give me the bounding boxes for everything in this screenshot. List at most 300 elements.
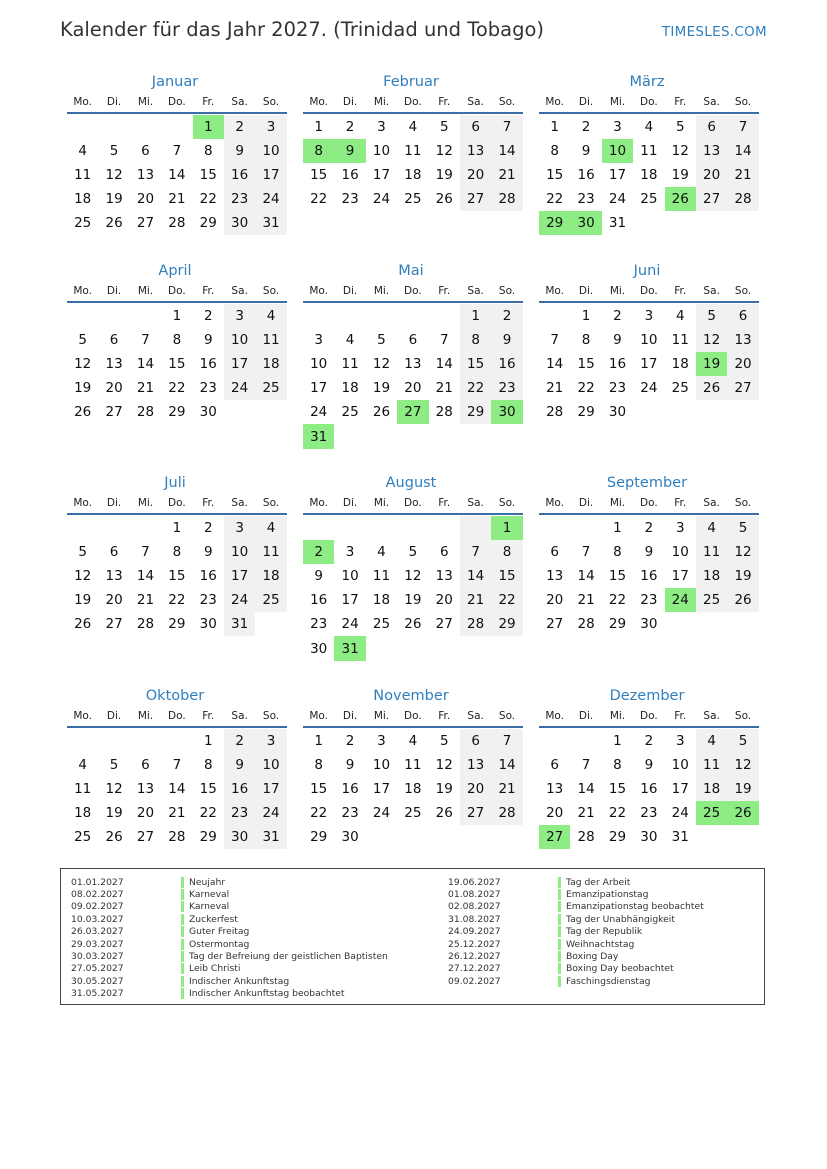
day-cell: 20: [460, 163, 491, 187]
day-cell: 17: [224, 564, 255, 588]
day-cell: 16: [491, 352, 522, 376]
day-cell: 19: [404, 592, 422, 609]
day-cell: 29: [608, 616, 627, 633]
day-cell: 5: [109, 757, 119, 774]
day-cell: 24: [224, 588, 255, 612]
day-cell: 15: [460, 352, 491, 376]
day-cell: 6: [696, 115, 727, 139]
day-cell: 5: [727, 516, 758, 540]
weekday-label: Do.: [404, 497, 422, 509]
day-cell: 17: [671, 781, 689, 798]
day-cell: 24: [310, 404, 328, 421]
holiday-day-cell: 10: [602, 139, 633, 163]
day-cell: 4: [696, 516, 727, 540]
day-cell: 17: [608, 167, 627, 184]
legend-holiday-name: Zuckerfest: [189, 913, 238, 925]
day-cell: 18: [696, 564, 727, 588]
legend-holiday-name: Weihnachtstag: [566, 938, 635, 950]
day-cell: 3: [613, 119, 622, 136]
day-cell: 15: [577, 356, 595, 373]
weekday-label: Mi.: [137, 710, 154, 722]
holiday-marker-icon: [181, 901, 184, 912]
day-cell: 11: [74, 781, 92, 798]
empty-cell: [130, 304, 161, 328]
weekday-label: Do.: [404, 710, 422, 722]
legend-holiday-name: Boxing Day: [566, 951, 619, 963]
weekday-label: Fr.: [438, 96, 451, 108]
day-cell: 7: [491, 115, 522, 139]
legend-date: 19.06.2027: [448, 876, 501, 888]
weekday-label: Sa.: [703, 96, 720, 108]
legend-row: [448, 938, 704, 950]
weekday-label: Fr.: [674, 710, 687, 722]
weekday-label: Sa.: [467, 285, 484, 297]
weekday-label: So.: [498, 285, 516, 297]
page-title: Kalender für das Jahr 2027. (Trinidad und Tobago): [60, 18, 545, 41]
holiday-day-cell: 30: [491, 400, 522, 424]
legend-holiday-name: Neujahr: [189, 876, 226, 888]
day-cell: 13: [404, 356, 422, 373]
day-cell: 24: [608, 191, 627, 208]
day-cell: 5: [439, 119, 449, 136]
month-name: Oktober: [145, 688, 205, 704]
day-cell: 18: [671, 356, 689, 373]
day-cell: 18: [372, 592, 391, 609]
legend-row: [71, 963, 388, 975]
day-cell: 6: [141, 143, 150, 160]
day-cell: 9: [491, 328, 522, 352]
legend-holiday-name: Boxing Day beobachtet: [566, 963, 674, 975]
day-grid: [539, 516, 759, 636]
day-cell: 20: [136, 191, 155, 208]
day-cell: 26: [435, 191, 453, 208]
day-cell: 7: [172, 757, 182, 774]
day-cell: 9: [581, 143, 591, 160]
weekday-label: Di.: [342, 96, 358, 108]
day-cell: 2: [491, 304, 522, 328]
day-cell: 7: [550, 332, 559, 349]
day-cell: 10: [310, 356, 328, 373]
holiday-marker-icon: [558, 963, 561, 974]
day-cell: 8: [203, 757, 213, 774]
day-cell: 12: [74, 356, 92, 373]
empty-cell: [696, 612, 727, 636]
month-name: August: [385, 475, 437, 491]
header-rule: [67, 301, 287, 303]
weekday-label: Mi.: [609, 285, 626, 297]
day-cell: 31: [671, 829, 689, 846]
legend-holiday-name: Emanzipationstag: [566, 889, 649, 901]
day-cell: 23: [224, 187, 255, 211]
holiday-day-cell: 24: [665, 588, 696, 612]
day-cell: 18: [74, 191, 92, 208]
legend-date: 25.12.2027: [448, 938, 501, 950]
weekday-label: Di.: [578, 96, 594, 108]
legend-holiday-name: Indischer Ankunftstag: [189, 975, 290, 987]
empty-cell: [460, 825, 491, 849]
legend-date: 27.12.2027: [448, 963, 501, 975]
weekday-label: So.: [262, 96, 280, 108]
empty-cell: [727, 612, 758, 636]
legend-row: [71, 901, 388, 913]
day-cell: 26: [696, 376, 727, 400]
weekday-label: Fr.: [674, 497, 687, 509]
day-cell: 31: [608, 215, 627, 232]
legend-date: 09.02.2027: [448, 975, 501, 987]
weekday-label: Sa.: [703, 285, 720, 297]
weekday-label: Mo.: [309, 710, 329, 722]
legend-holiday-name: Tag der Unabhängigkeit: [566, 913, 675, 925]
day-cell: 13: [546, 781, 564, 798]
day-grid: [67, 516, 287, 636]
day-cell: 31: [224, 612, 255, 636]
day-cell: 24: [255, 801, 286, 825]
day-cell: 1: [613, 520, 622, 537]
day-cell: 11: [404, 143, 422, 160]
empty-cell: [696, 400, 727, 424]
weekday-label: Di.: [106, 96, 122, 108]
month-9: [539, 473, 763, 636]
day-cell: 19: [105, 805, 123, 822]
weekday-header: [539, 710, 759, 724]
day-cell: 24: [372, 805, 391, 822]
day-cell: 28: [491, 187, 522, 211]
day-cell: 14: [727, 139, 758, 163]
day-cell: 2: [224, 115, 255, 139]
weekday-label: Do.: [404, 285, 422, 297]
holiday-marker-icon: [181, 976, 184, 987]
holiday-day-cell: 19: [696, 352, 727, 376]
day-cell: 5: [377, 332, 386, 349]
legend-holiday-name: Tag der Befreiung der geistlichen Baptisten: [189, 951, 388, 963]
month-3: [539, 72, 763, 235]
month-1: [67, 72, 291, 235]
day-cell: 28: [460, 612, 491, 636]
day-cell: 19: [727, 564, 758, 588]
day-cell: 25: [341, 404, 359, 421]
weekday-label: Mi.: [373, 285, 390, 297]
day-cell: 26: [727, 588, 758, 612]
day-cell: 8: [550, 143, 559, 160]
day-cell: 26: [404, 616, 422, 633]
day-cell: 1: [172, 520, 182, 537]
day-cell: 10: [671, 757, 689, 774]
day-cell: 31: [255, 825, 286, 849]
day-cell: 23: [640, 805, 658, 822]
day-cell: 12: [696, 328, 727, 352]
day-cell: 7: [581, 544, 591, 561]
day-cell: 10: [372, 143, 391, 160]
day-cell: 14: [168, 167, 186, 184]
weekday-label: Sa.: [467, 96, 484, 108]
empty-cell: [460, 636, 491, 660]
day-cell: 20: [404, 380, 422, 397]
legend-date: 09.02.2027: [71, 901, 124, 913]
legend-date: 26.03.2027: [71, 926, 124, 938]
day-cell: 21: [136, 380, 155, 397]
day-cell: 2: [345, 733, 355, 750]
weekday-label: Do.: [640, 285, 658, 297]
day-cell: 3: [377, 733, 386, 750]
day-cell: 28: [491, 801, 522, 825]
holiday-day-cell: 8: [303, 139, 334, 163]
holiday-marker-icon: [558, 889, 561, 900]
day-cell: 15: [310, 781, 328, 798]
day-cell: 23: [341, 805, 359, 822]
empty-cell: [334, 516, 365, 540]
day-cell: 14: [491, 753, 522, 777]
empty-cell: [130, 729, 161, 753]
day-cell: 21: [546, 380, 564, 397]
day-cell: 7: [141, 332, 150, 349]
day-cell: 2: [644, 733, 654, 750]
day-cell: 27: [435, 616, 453, 633]
empty-cell: [491, 424, 522, 448]
day-cell: 29: [310, 829, 328, 846]
weekday-label: Mi.: [373, 96, 390, 108]
holiday-marker-icon: [181, 951, 184, 962]
day-cell: 18: [404, 781, 422, 798]
day-cell: 25: [74, 215, 92, 232]
day-cell: 8: [172, 544, 182, 561]
weekday-label: Mi.: [137, 96, 154, 108]
legend-row: [448, 963, 704, 975]
empty-cell: [366, 636, 397, 660]
empty-cell: [429, 516, 460, 540]
day-cell: 14: [460, 564, 491, 588]
day-cell: 10: [224, 540, 255, 564]
weekday-label: Fr.: [438, 497, 451, 509]
weekday-label: Mo.: [309, 96, 329, 108]
legend-row: [448, 888, 704, 900]
weekday-header: [67, 96, 287, 110]
weekday-header: [67, 285, 287, 299]
day-cell: 7: [460, 540, 491, 564]
day-cell: 29: [608, 829, 627, 846]
day-cell: 6: [460, 115, 491, 139]
day-cell: 20: [105, 592, 123, 609]
day-cell: 1: [581, 308, 591, 325]
day-cell: 17: [341, 592, 359, 609]
holiday-marker-icon: [558, 976, 561, 987]
weekday-label: Mi.: [373, 497, 390, 509]
weekday-label: Fr.: [438, 285, 451, 297]
day-cell: 22: [608, 592, 627, 609]
weekday-label: Di.: [342, 285, 358, 297]
month-7: [67, 473, 291, 636]
holiday-day-cell: 1: [491, 516, 522, 540]
weekday-label: Fr.: [202, 285, 215, 297]
day-cell: 18: [74, 805, 92, 822]
day-cell: 25: [696, 588, 727, 612]
day-cell: 15: [491, 564, 522, 588]
day-cell: 29: [168, 616, 186, 633]
weekday-label: Do.: [168, 285, 186, 297]
day-cell: 9: [644, 544, 654, 561]
day-cell: 22: [491, 588, 522, 612]
day-cell: 18: [640, 167, 658, 184]
day-cell: 22: [310, 191, 328, 208]
empty-cell: [255, 400, 286, 424]
empty-cell: [491, 825, 522, 849]
day-cell: 19: [435, 167, 453, 184]
day-cell: 19: [372, 380, 391, 397]
day-cell: 13: [105, 356, 123, 373]
site-logo[interactable]: TIMESLES.COM: [661, 24, 767, 40]
day-cell: 25: [74, 829, 92, 846]
day-cell: 5: [439, 733, 449, 750]
empty-cell: [98, 304, 129, 328]
day-cell: 6: [109, 544, 119, 561]
day-cell: 16: [224, 163, 255, 187]
day-cell: 15: [199, 781, 217, 798]
weekday-label: Do.: [640, 497, 658, 509]
day-cell: 5: [408, 544, 418, 561]
empty-cell: [727, 400, 758, 424]
weekday-label: Do.: [168, 710, 186, 722]
day-cell: 27: [460, 187, 491, 211]
weekday-header: [303, 285, 523, 299]
day-cell: 21: [577, 592, 595, 609]
day-cell: 1: [203, 733, 213, 750]
day-cell: 26: [74, 616, 92, 633]
empty-cell: [397, 636, 428, 660]
empty-cell: [665, 400, 696, 424]
legend-date: 02.08.2027: [448, 901, 501, 913]
weekday-label: Mo.: [309, 285, 329, 297]
day-cell: 11: [404, 757, 422, 774]
weekday-label: Mi.: [609, 96, 626, 108]
empty-cell: [460, 516, 491, 540]
day-cell: 16: [224, 777, 255, 801]
weekday-header: [303, 710, 523, 724]
day-cell: 7: [141, 544, 150, 561]
day-cell: 19: [74, 380, 92, 397]
day-cell: 15: [168, 568, 186, 585]
day-cell: 29: [199, 829, 217, 846]
month-name: Juli: [164, 475, 186, 491]
holiday-legend: [60, 868, 765, 1005]
day-cell: 11: [696, 540, 727, 564]
month-name: September: [606, 475, 688, 491]
weekday-label: Do.: [640, 96, 658, 108]
day-cell: 26: [105, 215, 123, 232]
day-cell: 21: [136, 592, 155, 609]
weekday-label: Do.: [404, 96, 422, 108]
holiday-day-cell: 1: [193, 115, 224, 139]
month-name: Dezember: [609, 688, 685, 704]
day-cell: 7: [727, 115, 758, 139]
header-rule: [303, 112, 523, 114]
day-cell: 11: [255, 328, 286, 352]
month-name: März: [629, 74, 665, 90]
day-cell: 12: [727, 540, 758, 564]
day-cell: 8: [460, 328, 491, 352]
day-cell: 22: [199, 191, 217, 208]
day-cell: 3: [675, 733, 685, 750]
holiday-day-cell: 31: [334, 636, 365, 660]
day-cell: 17: [310, 380, 328, 397]
legend-date: 31.05.2027: [71, 988, 124, 1000]
legend-row: [71, 876, 388, 888]
empty-cell: [67, 115, 98, 139]
day-grid: [539, 729, 759, 849]
day-cell: 19: [727, 777, 758, 801]
weekday-label: Mo.: [73, 285, 93, 297]
day-cell: 22: [168, 592, 186, 609]
day-cell: 14: [546, 356, 564, 373]
day-cell: 23: [341, 191, 359, 208]
empty-cell: [460, 424, 491, 448]
day-cell: 20: [546, 592, 564, 609]
month-name: April: [158, 263, 192, 279]
day-cell: 4: [696, 729, 727, 753]
weekday-label: Sa.: [703, 710, 720, 722]
day-cell: 29: [577, 404, 595, 421]
weekday-label: Di.: [106, 285, 122, 297]
day-cell: 12: [74, 568, 92, 585]
day-cell: 28: [577, 616, 595, 633]
month-name: Mai: [398, 263, 424, 279]
empty-cell: [334, 304, 365, 328]
day-cell: 26: [372, 404, 391, 421]
empty-cell: [130, 516, 161, 540]
day-cell: 5: [675, 119, 685, 136]
weekday-label: Di.: [342, 497, 358, 509]
day-cell: 20: [460, 777, 491, 801]
day-cell: 18: [255, 352, 286, 376]
day-cell: 13: [136, 167, 155, 184]
legend-holiday-name: Leib Christi: [189, 963, 241, 975]
weekday-label: Sa.: [703, 497, 720, 509]
day-cell: 2: [203, 308, 213, 325]
holiday-marker-icon: [558, 926, 561, 937]
day-cell: 5: [109, 143, 119, 160]
weekday-label: Mi.: [609, 710, 626, 722]
day-cell: 14: [491, 139, 522, 163]
day-cell: 19: [74, 592, 92, 609]
weekday-header: [67, 497, 287, 511]
month-name: November: [373, 688, 449, 704]
weekday-label: Sa.: [231, 96, 248, 108]
legend-row: [448, 950, 704, 962]
day-cell: 13: [460, 139, 491, 163]
day-cell: 12: [105, 167, 123, 184]
holiday-day-cell: 27: [397, 400, 428, 424]
header-rule: [67, 112, 287, 114]
weekday-label: Sa.: [231, 497, 248, 509]
header-rule: [539, 513, 759, 515]
holiday-marker-icon: [181, 889, 184, 900]
header-rule: [539, 112, 759, 114]
day-cell: 4: [408, 733, 418, 750]
legend-row: [71, 950, 388, 962]
weekday-label: So.: [498, 710, 516, 722]
legend-holiday-name: Guter Freitag: [189, 926, 250, 938]
day-cell: 23: [199, 592, 217, 609]
empty-cell: [429, 424, 460, 448]
legend-holiday-name: Faschingsdienstag: [566, 975, 651, 987]
weekday-header: [539, 497, 759, 511]
empty-cell: [397, 424, 428, 448]
weekday-label: Do.: [168, 497, 186, 509]
day-cell: 24: [640, 380, 658, 397]
day-cell: 30: [199, 404, 217, 421]
day-cell: 12: [671, 143, 689, 160]
day-cell: 3: [224, 304, 255, 328]
day-cell: 16: [577, 167, 595, 184]
day-grid: [303, 516, 523, 661]
